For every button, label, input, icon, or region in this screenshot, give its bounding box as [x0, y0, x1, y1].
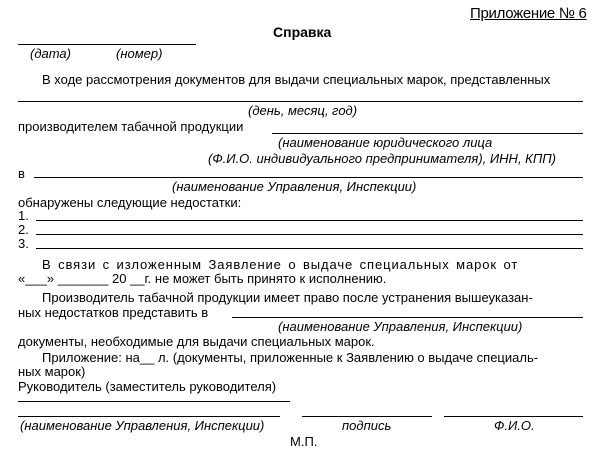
head-label: Руководитель (заместитель руководителя) — [18, 379, 277, 394]
date-caption: (дата) — [30, 46, 71, 61]
caption-office: (наименование Управления, Инспекции) — [172, 179, 417, 194]
item-1-label: 1. — [18, 208, 29, 223]
date-fill-line — [18, 101, 583, 102]
full-name-line — [444, 416, 583, 417]
office-fill-line — [34, 177, 583, 178]
footer-caption-signature: подпись — [342, 418, 392, 433]
signature-line — [302, 416, 432, 417]
in-label: в — [18, 166, 25, 181]
producer-label: производителем табачной продукции — [18, 119, 244, 134]
office-fill-line-2 — [232, 317, 583, 318]
footer-caption-name: Ф.И.О. — [494, 418, 535, 433]
caption-legal-entity: (наименование юридического лица — [278, 135, 493, 150]
item-3-label: 3. — [18, 236, 29, 251]
paragraph-2-line-2: «___» _______ 20 __г. не может быть принято к исполнению. — [18, 271, 387, 286]
caption-date: (день, месяц, год) — [248, 103, 358, 118]
paragraph-3-line-1: Производитель табачной продукции имеет право после устранения вышеуказан- — [42, 290, 533, 305]
caption-entrepreneur: (Ф.И.О. индивидуального предпринимателя), ИНН, КПП) — [208, 151, 556, 166]
paragraph-1-line-1: В ходе рассмотрения документов для выдачи специальных марок, представленных — [42, 72, 551, 87]
paragraph-3-line-2: ных недостатков представить в — [18, 305, 209, 320]
document-title: Справка — [273, 24, 332, 40]
item-1-line — [36, 220, 583, 221]
appendix-label: Приложение № 6 — [470, 5, 587, 22]
office-signature-line — [18, 416, 280, 417]
number-caption: (номер) — [116, 46, 163, 61]
paragraph-4-line-2: ных марок) — [18, 364, 86, 379]
found-label: обнаружены следующие недостатки: — [18, 195, 242, 210]
head-name-line — [18, 401, 290, 402]
paragraph-4-line-1: Приложение: на__ л. (документы, приложенные к Заявлению о выдаче специаль- — [42, 350, 539, 365]
caption-office-2: (наименование Управления, Инспекции) — [278, 319, 523, 334]
item-3-line — [36, 248, 583, 249]
paragraph-3-line-3: документы, необходимые для выдачи специальных марок. — [18, 334, 375, 349]
date-number-line — [18, 44, 196, 45]
paragraph-2-line-1: В связи с изложенным Заявление о выдаче специальных марок от — [42, 257, 519, 272]
stamp-label: М.П. — [290, 434, 318, 449]
producer-fill-line — [272, 133, 583, 134]
footer-caption-office: (наименование Управления, Инспекции) — [20, 418, 265, 433]
item-2-label: 2. — [18, 222, 29, 237]
item-2-line — [36, 234, 583, 235]
